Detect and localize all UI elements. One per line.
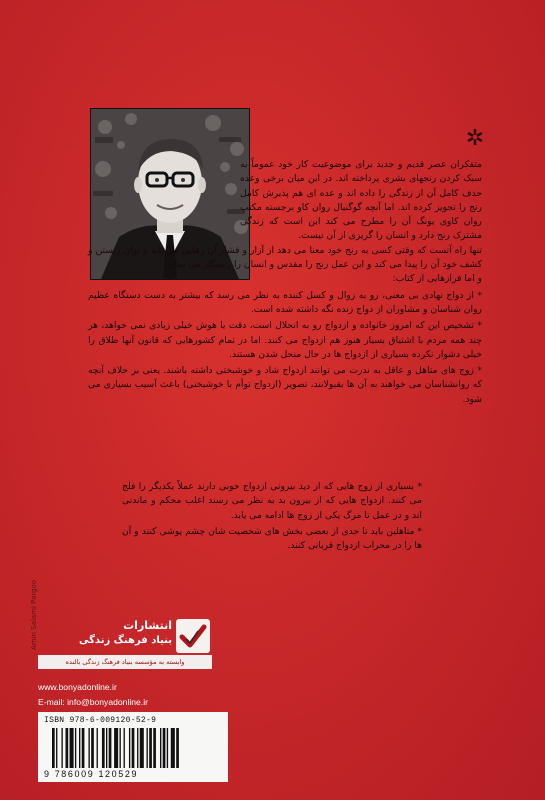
barcode-bar (149, 728, 152, 768)
barcode-bar (160, 728, 161, 768)
publisher-check-logo-icon (176, 619, 210, 653)
barcode-icon (52, 728, 224, 768)
publisher-website: www.bonyadonline.ir (38, 682, 117, 692)
barcode-bar (106, 728, 107, 768)
barcode-bar (75, 728, 76, 768)
blurb-paragraph-3: و اما فرازهایی از کتاب: (392, 273, 482, 285)
barcode-bar (97, 728, 98, 768)
designer-credit: Amin Salami Pargoo (30, 579, 38, 650)
barcode-bar (70, 728, 74, 768)
barcode-bar (147, 728, 148, 768)
barcode-bar (120, 728, 121, 768)
barcode-bar (140, 728, 144, 768)
barcode-bar (163, 728, 166, 768)
barcode-bar (61, 728, 62, 768)
barcode-bar (102, 728, 105, 768)
barcode-bar (167, 728, 168, 768)
barcode-bar (176, 728, 179, 768)
publisher-tagline: وابسته به مؤسسه بنیاد فرهنگ زندگی بالنده (38, 655, 212, 669)
asterisk-ornament-icon: ✲ (465, 126, 485, 151)
back-cover-blurb-lower (122, 480, 422, 553)
barcode-bar (132, 728, 135, 768)
blurb-bullet-5: * متاهلین باید تا حدی از بعضی بخش های شخصیت شان چشم پوشی کنند و آن ها را در محراب ازدواج قربانی کنند. (122, 525, 423, 552)
publisher-email: E-mail: info@bonyadonline.ir (38, 697, 148, 707)
blurb-paragraph-2: تنها راه آنست که وقتی کسی به رنج خود معنا می دهد از آزار و فشار آن رهایی می یابد و توان زیستن و کشف خود آن را پیدا می کند و این عمل رنج را مقدس و انسان را رستگار می نماید. (88, 244, 482, 271)
barcode-bar (79, 728, 80, 768)
barcode-bar (56, 728, 57, 768)
barcode-bar (88, 728, 89, 768)
isbn-label: ISBN 978-6-009120-52-9 (44, 716, 157, 725)
barcode-bar (109, 728, 112, 768)
barcode-bar (153, 728, 156, 768)
barcode-bar (137, 728, 138, 768)
blurb-bullet-3: * زوج های متاهل و عاقل به ندرت می توانند ازدواج شاد و خوشبختی داشته باشند. یعنی بر خلاف آنچه که روانشناسان می خواهند به آن ها بقبولانند، تصویر (ازدواج توأم با خوشبختی) باعث آسیب بسیاری می شود. (88, 365, 482, 405)
barcode-bar (124, 728, 125, 768)
publisher-name-line-1: انتشارات (123, 619, 172, 632)
barcode-bar (171, 728, 175, 768)
barcode-bar (91, 728, 94, 768)
blurb-paragraph-1: متفکران عصر قدیم و جدید برای موضوعیت کار خود عموماً به سبک کردن رنجهای بشری پرداخته اند. در این میان برخی وعده حذف کامل آن از زندگی را داده اند و عده ای هم پذیرش کامل رنج را تجویز کرده اند. اما آنچه گوگنیال روان کاو برجسته مکتب روان کاوی یونگ آن را مطرح می کند این است که زندگی مشترک رنج دارد و انسان را گریزی از آن نیست. (240, 159, 482, 242)
blurb-bullet-4: * بسیاری از زوج هایی که از دید بیرونی ازدواج خوبی دارند عملاً یکدیگر را فلج می کنند. ازدواج هایی که از بیرون بد به نظر می رسند اغلب محکم و ماندنی اند و در عمل تا مرگ یکی از زوج ها ادامه می یابد. (122, 481, 422, 521)
barcode-digits: 9 786009 120529 (44, 769, 139, 779)
publisher-name-line-2: بنیاد فرهنگ زندگی (78, 635, 172, 646)
barcode-bar (129, 728, 130, 768)
publisher-block (38, 615, 216, 675)
back-cover-blurb (88, 158, 482, 407)
blurb-bullet-1: * از دواج نهادی بی معنی، رو به زوال و کسل کننده به نظر می رسد که بیشتر به دست دستگاه عظیم روان شناسان و مشاوران از دواج زنده نگه داشته شده است. (88, 289, 482, 315)
barcode-bar (66, 728, 69, 768)
blurb-bullet-2: * تشخیص این که امروز خانواده و ازدواج رو به انحلال است، دقت یا هوش خیلی زیادی نمی خواهد، هر چند همه مردم با اشتیاق بسیار هنوز هم ازدواج می کنند. اما در تمام کشورهایی که قانون آنها طلاق را خیلی دشوار نکرده بسیاری از ازدواج ها در حال منحل شدن هستند. (88, 320, 483, 360)
barcode-bar (82, 728, 85, 768)
barcode-bar (52, 728, 55, 768)
barcode-bar (114, 728, 118, 768)
